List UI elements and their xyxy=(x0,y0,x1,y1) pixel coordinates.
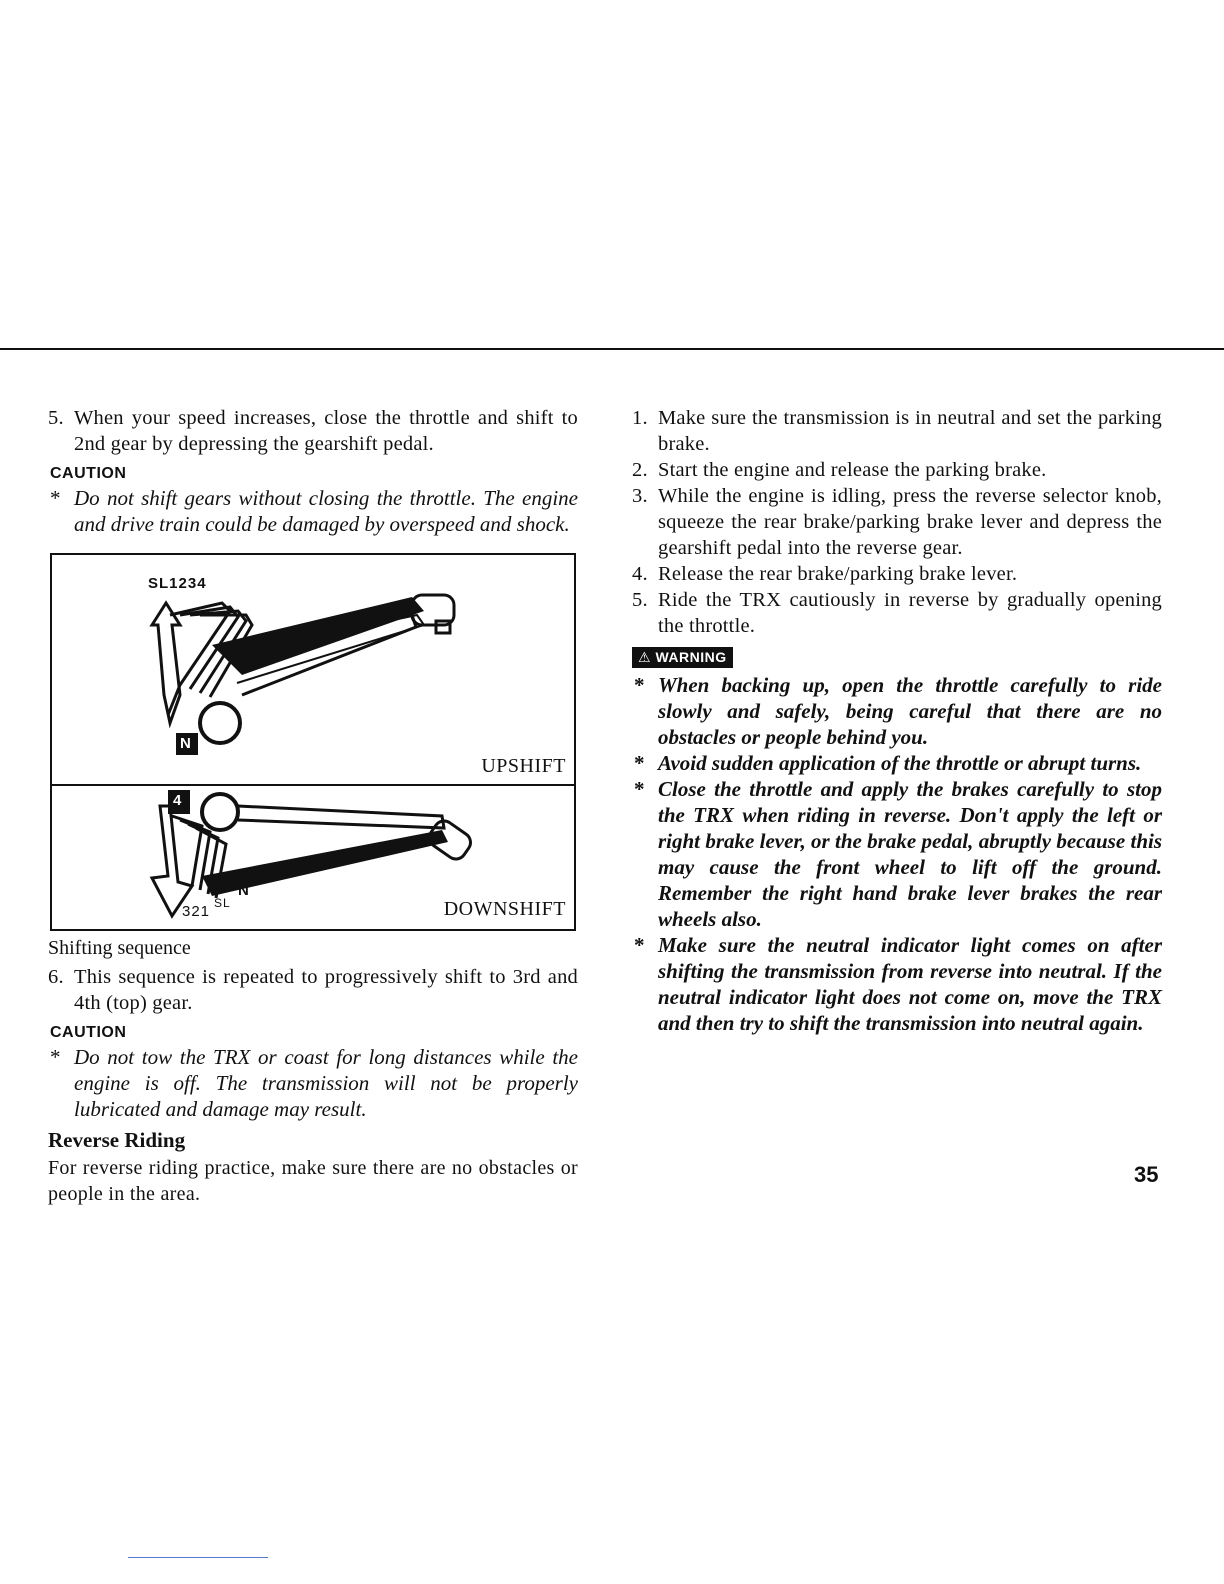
warning-text: Avoid sudden application of the throttle or abrupt turns. xyxy=(658,751,1142,775)
bullet-asterisk: * xyxy=(50,1045,61,1069)
caution-note-throttle xyxy=(48,485,578,537)
right-column xyxy=(632,405,1162,1036)
caution-label: CAUTION xyxy=(50,465,127,482)
reverse-step-4 xyxy=(632,561,1162,587)
step-text: This sequence is repeated to progressively shift to 3rd and 4th (top) gear. xyxy=(74,966,578,1014)
downshift-label: DOWNSHIFT xyxy=(443,898,566,920)
step-text: Release the rear brake/parking brake lever. xyxy=(658,563,1018,585)
warning-badge xyxy=(632,647,733,668)
bottom-rule xyxy=(128,1557,268,1558)
warning-text: Close the throttle and apply the brakes carefully to stop the TRX when riding in reverse. Don't apply the left or right brake lever, or the brake pedal, abruptly because this may cause the front wheel to lift off the ground. Remember the right hand brake lever brakes the rear wheels also. xyxy=(658,777,1162,931)
figure-caption: Shifting sequence xyxy=(48,937,191,959)
step-6-progressive-shift xyxy=(48,964,578,1016)
step-5-shift-second xyxy=(48,405,578,457)
warning-text: Make sure the neutral indicator light comes on after shifting the transmission from reverse into neutral. If the neutral indicator light does not come on, move the TRX and then try to shift the transmission into neutral again. xyxy=(658,933,1162,1035)
reverse-step-5 xyxy=(632,587,1162,639)
downshift-gear-numbers: 321 xyxy=(182,903,211,920)
bullet-asterisk: * xyxy=(634,673,645,697)
step-text: While the engine is idling, press the reverse selector knob, squeeze the rear brake/parking brake lever and depress the gearshift pedal into the reverse gear. xyxy=(658,485,1162,559)
reverse-step-3 xyxy=(632,483,1162,561)
warning-note-backing-up xyxy=(632,672,1162,750)
reverse-step-1 xyxy=(632,405,1162,457)
bullet-asterisk: * xyxy=(634,751,645,775)
caution-text: Do not tow the TRX or coast for long distances while the engine is off. The transmission will not be properly lubricated and damage may result. xyxy=(74,1045,578,1121)
top-rule xyxy=(0,348,1224,350)
upshift-label: UPSHIFT xyxy=(481,755,566,777)
caution-text: Do not shift gears without closing the throttle. The engine and drive train could be damaged by overspeed and shock. xyxy=(74,486,578,536)
warning-note-sudden-throttle xyxy=(632,750,1162,776)
step-number: 5. xyxy=(632,589,648,611)
warning-label: WARNING xyxy=(655,649,727,665)
warning-text: When backing up, open the throttle carefully to ride slowly and safely, being careful that there are no obstacles or people behind you. xyxy=(658,673,1162,749)
step-number: 6. xyxy=(48,966,64,988)
left-column xyxy=(48,405,578,1207)
step-number: 3. xyxy=(632,485,648,507)
reverse-riding-intro: For reverse riding practice, make sure there are no obstacles or people in the area. xyxy=(48,1157,578,1205)
upshift-panel xyxy=(52,555,574,786)
step-number: 2. xyxy=(632,459,648,481)
step-number: 5. xyxy=(48,407,64,429)
downshift-sl-marker: SL xyxy=(214,896,231,910)
step-text: Start the engine and release the parking brake. xyxy=(658,459,1047,481)
reverse-step-2 xyxy=(632,457,1162,483)
caution-label: CAUTION xyxy=(50,1024,127,1041)
reverse-riding-heading: Reverse Riding xyxy=(48,1128,186,1152)
step-text: When your speed increases, close the throttle and shift to 2nd gear by depressing the gearshift pedal. xyxy=(74,407,578,455)
step-number: 4. xyxy=(632,563,648,585)
upshift-pedal-illustration xyxy=(52,555,574,784)
downshift-panel xyxy=(52,786,574,927)
shifting-sequence-figure xyxy=(50,553,576,931)
downshift-neutral-marker: N xyxy=(238,882,250,899)
step-text: Make sure the transmission is in neutral and set the parking brake. xyxy=(658,407,1162,455)
upshift-neutral-marker: N xyxy=(180,735,192,752)
warning-note-neutral-indicator xyxy=(632,932,1162,1036)
step-number: 1. xyxy=(632,407,648,429)
page-number: 35 xyxy=(1134,1162,1159,1187)
downshift-top-gear-marker: 4 xyxy=(173,792,183,809)
bullet-asterisk: * xyxy=(634,933,645,957)
upshift-gear-sequence: SL1234 xyxy=(148,575,207,592)
bullet-asterisk: * xyxy=(50,486,61,510)
warning-icon: ⚠ xyxy=(638,649,652,665)
step-text: Ride the TRX cautiously in reverse by gradually opening the throttle. xyxy=(658,589,1162,637)
caution-note-towing xyxy=(48,1044,578,1122)
warning-note-braking xyxy=(632,776,1162,932)
bullet-asterisk: * xyxy=(634,777,645,801)
